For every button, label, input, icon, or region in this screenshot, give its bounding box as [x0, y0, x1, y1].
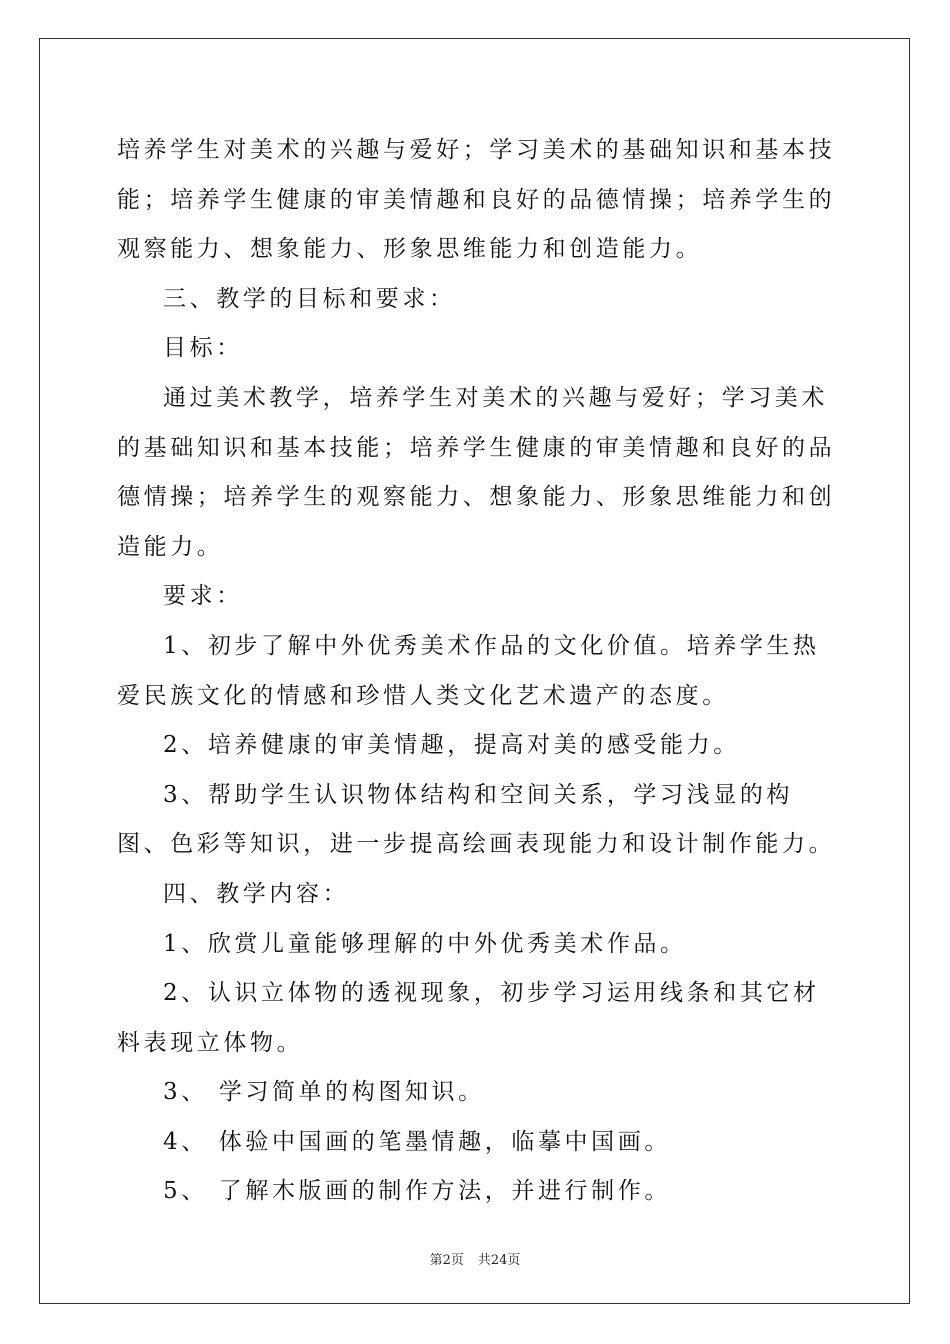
requirement-item-3: 3、帮助学生认识物体结构和空间关系，学习浅显的构图、色彩等知识，进一步提高绘画表现能力和设计制作能力。 [117, 781, 836, 858]
requirement-item-1: 1、初步了解中外优秀美术作品的文化价值。培养学生热爱民族文化的情感和珍惜人类文化艺术遗产的态度。 [117, 632, 820, 709]
section-heading-objectives: 三、教学的目标和要求： [163, 285, 456, 312]
document-body [117, 126, 837, 1217]
paragraph-goal: 通过美术教学，培养学生对美术的兴趣与爱好；学习美术的基础知识和基本技能；培养学生健康的审美情趣和良好的品德情操；培养学生的观察能力、想象能力、形象思维能力和创造能力。 [117, 384, 836, 560]
content-item-5: 5、 了解木版画的制作方法，并进行制作。 [163, 1178, 671, 1205]
current-page-number: 第2页 [429, 1253, 464, 1268]
requirement-item-2: 2、培养健康的审美情趣，提高对美的感受能力。 [163, 732, 740, 759]
subheading-requirements: 要求： [163, 583, 243, 610]
subheading-goal: 目标： [163, 335, 243, 362]
total-page-count: 共24页 [477, 1253, 521, 1268]
paragraph-1: 培养学生对美术的兴趣与爱好；学习美术的基础知识和基本技能；培养学生健康的审美情趣和良好的品德情操；培养学生的观察能力、想象能力、形象思维能力和创造能力。 [117, 137, 836, 263]
content-item-3: 3、 学习简单的构图知识。 [163, 1079, 485, 1106]
content-item-1: 1、欣赏儿童能够理解的中外优秀美术作品。 [163, 930, 687, 957]
section-heading-content: 四、教学内容： [163, 880, 350, 907]
page-footer [0, 1249, 950, 1268]
content-item-4: 4、 体验中国画的笔墨情趣，临摹中国画。 [163, 1128, 671, 1155]
content-item-2: 2、认识立体物的透视现象，初步学习运用线条和其它材料表现立体物。 [117, 980, 820, 1056]
